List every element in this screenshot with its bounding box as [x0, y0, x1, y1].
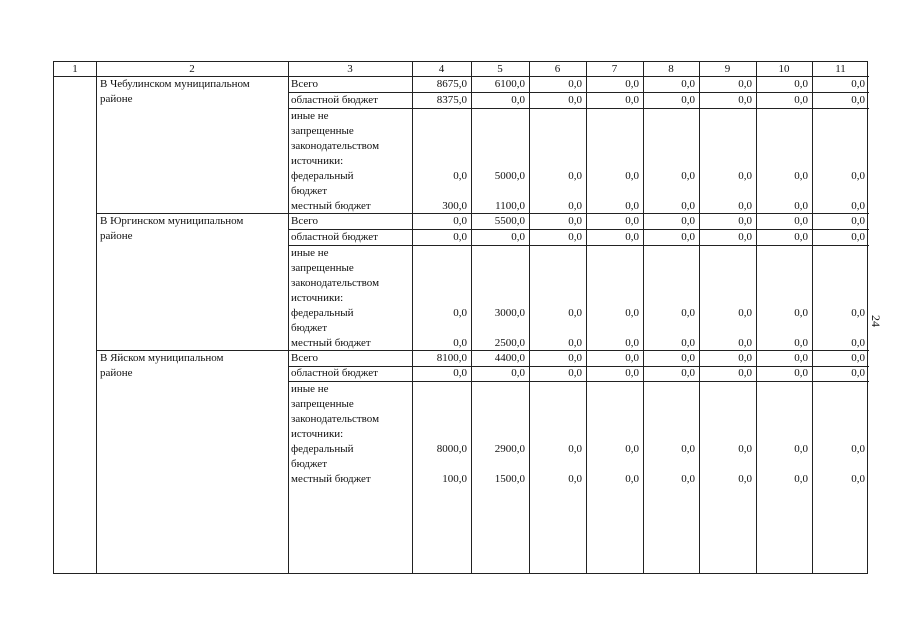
row-label: бюджет [291, 185, 327, 197]
value-cell: 0,0 [738, 337, 752, 349]
value-cell: 0,0 [738, 94, 752, 106]
value-cell: 0,0 [625, 200, 639, 212]
value-cell: 0,0 [625, 473, 639, 485]
row-label: местный бюджет [291, 200, 371, 212]
value-cell: 0,0 [851, 367, 865, 379]
value-cell: 1500,0 [494, 473, 525, 485]
row-label: Всего [291, 215, 318, 227]
value-cell: 0,0 [794, 443, 808, 455]
header-cell: 3 [347, 63, 353, 75]
value-cell: 4400,0 [494, 352, 525, 364]
value-cell: 0,0 [851, 78, 865, 90]
value-cell: 8000,0 [436, 443, 467, 455]
value-cell: 0,0 [794, 473, 808, 485]
header-cell: 4 [438, 63, 445, 75]
value-cell: 0,0 [738, 170, 752, 182]
value-cell: 0,0 [625, 337, 639, 349]
row-label: запрещенные [291, 262, 354, 274]
value-cell: 0,0 [568, 78, 582, 90]
value-cell: 0,0 [681, 94, 695, 106]
value-cell: 0,0 [453, 367, 467, 379]
value-cell: 0,0 [568, 307, 582, 319]
row-label: бюджет [291, 322, 327, 334]
row-label: федеральный [291, 307, 354, 319]
value-cell: 3000,0 [494, 307, 525, 319]
value-cell: 0,0 [794, 367, 808, 379]
value-cell: 0,0 [568, 443, 582, 455]
value-cell: 0,0 [738, 352, 752, 364]
value-cell: 0,0 [794, 231, 808, 243]
value-cell: 0,0 [568, 473, 582, 485]
value-cell: 2500,0 [494, 337, 525, 349]
value-cell: 0,0 [568, 170, 582, 182]
row-label: местный бюджет [291, 473, 371, 485]
value-cell: 0,0 [681, 307, 695, 319]
value-cell: 0,0 [625, 170, 639, 182]
value-cell: 0,0 [568, 337, 582, 349]
value-cell: 0,0 [794, 352, 808, 364]
value-cell: 0,0 [851, 473, 865, 485]
value-cell: 0,0 [568, 215, 582, 227]
value-cell: 0,0 [794, 200, 808, 212]
value-cell: 0,0 [681, 170, 695, 182]
header-cell: 1 [72, 63, 78, 75]
value-cell: 0,0 [681, 337, 695, 349]
value-cell: 5000,0 [494, 170, 525, 182]
row-label: Всего [291, 352, 318, 364]
row-divider [288, 381, 869, 382]
district-name: В Юргинском муниципальном [100, 215, 244, 227]
value-cell: 0,0 [625, 215, 639, 227]
row-divider [288, 245, 869, 246]
row-label: источники: [291, 155, 344, 167]
row-label: запрещенные [291, 398, 354, 410]
value-cell: 5500,0 [494, 215, 525, 227]
value-cell: 0,0 [453, 337, 467, 349]
value-cell: 0,0 [738, 200, 752, 212]
value-cell: 0,0 [625, 443, 639, 455]
value-cell: 0,0 [568, 352, 582, 364]
row-label: иные не [291, 247, 329, 259]
row-label: местный бюджет [291, 337, 371, 349]
value-cell: 2900,0 [494, 443, 525, 455]
value-cell: 0,0 [851, 443, 865, 455]
col-divider [96, 62, 97, 573]
value-cell: 0,0 [568, 367, 582, 379]
district-name: районе [100, 230, 133, 242]
row-label: законодательством [291, 277, 380, 289]
col-divider [288, 62, 289, 573]
value-cell: 0,0 [568, 94, 582, 106]
value-cell: 0,0 [453, 170, 467, 182]
header-cell: 11 [835, 63, 846, 75]
value-cell: 0,0 [851, 231, 865, 243]
value-cell: 0,0 [794, 307, 808, 319]
header-cell: 5 [497, 63, 503, 75]
value-cell: 6100,0 [494, 78, 525, 90]
value-cell: 0,0 [453, 307, 467, 319]
value-cell: 0,0 [453, 215, 467, 227]
district-name: В Чебулинском муниципальном [100, 78, 250, 90]
value-cell: 8100,0 [436, 352, 467, 364]
row-label: источники: [291, 428, 344, 440]
value-cell: 0,0 [851, 307, 865, 319]
value-cell: 0,0 [625, 352, 639, 364]
header-cell: 6 [554, 63, 561, 75]
value-cell: 0,0 [851, 337, 865, 349]
value-cell: 0,0 [625, 367, 639, 379]
header-cell: 8 [668, 63, 674, 75]
district-name: районе [100, 93, 133, 105]
value-cell: 0,0 [625, 94, 639, 106]
value-cell: 0,0 [738, 215, 752, 227]
row-label: областной бюджет [291, 231, 378, 243]
value-cell: 0,0 [511, 94, 525, 106]
district-name: В Яйском муниципальном [100, 352, 224, 364]
row-label: бюджет [291, 458, 327, 470]
row-label: иные не [291, 110, 329, 122]
row-label: областной бюджет [291, 367, 378, 379]
row-label: Всего [291, 78, 318, 90]
row-label: федеральный [291, 443, 354, 455]
value-cell: 0,0 [625, 231, 639, 243]
value-cell: 0,0 [851, 170, 865, 182]
value-cell: 0,0 [681, 443, 695, 455]
value-cell: 100,0 [442, 473, 467, 485]
header-cell: 9 [724, 63, 731, 75]
value-cell: 0,0 [738, 307, 752, 319]
value-cell: 0,0 [794, 94, 808, 106]
row-label: законодательством [291, 140, 380, 152]
value-cell: 0,0 [794, 215, 808, 227]
value-cell: 1100,0 [495, 200, 525, 212]
value-cell: 0,0 [568, 200, 582, 212]
header-cell: 2 [189, 63, 195, 75]
row-label: федеральный [291, 170, 354, 182]
budget-table [53, 61, 868, 574]
row-label: источники: [291, 292, 344, 304]
value-cell: 0,0 [851, 352, 865, 364]
value-cell: 0,0 [625, 78, 639, 90]
value-cell: 0,0 [511, 367, 525, 379]
row-label: законодательством [291, 413, 380, 425]
row-label: запрещенные [291, 125, 354, 137]
value-cell: 0,0 [851, 94, 865, 106]
header-cell: 7 [611, 63, 618, 75]
value-cell: 0,0 [453, 231, 467, 243]
page-number: 24 [869, 315, 883, 327]
value-cell: 0,0 [738, 78, 752, 90]
value-cell: 8675,0 [436, 78, 467, 90]
value-cell: 8375,0 [436, 94, 467, 106]
value-cell: 0,0 [794, 337, 808, 349]
row-label: иные не [291, 383, 329, 395]
value-cell: 0,0 [681, 78, 695, 90]
value-cell: 0,0 [738, 473, 752, 485]
value-cell: 0,0 [681, 367, 695, 379]
value-cell: 0,0 [681, 352, 695, 364]
value-cell: 0,0 [738, 367, 752, 379]
value-cell: 0,0 [851, 200, 865, 212]
value-cell: 0,0 [511, 231, 525, 243]
value-cell: 0,0 [738, 443, 752, 455]
district-name: районе [100, 367, 133, 379]
header-cell: 10 [778, 63, 790, 75]
row-label: областной бюджет [291, 94, 378, 106]
value-cell: 0,0 [681, 473, 695, 485]
value-cell: 0,0 [851, 215, 865, 227]
value-cell: 0,0 [794, 170, 808, 182]
value-cell: 300,0 [442, 200, 467, 212]
value-cell: 0,0 [681, 215, 695, 227]
value-cell: 0,0 [738, 231, 752, 243]
value-cell: 0,0 [681, 200, 695, 212]
row-divider [288, 108, 869, 109]
value-cell: 0,0 [568, 231, 582, 243]
value-cell: 0,0 [681, 231, 695, 243]
value-cell: 0,0 [625, 307, 639, 319]
value-cell: 0,0 [794, 78, 808, 90]
